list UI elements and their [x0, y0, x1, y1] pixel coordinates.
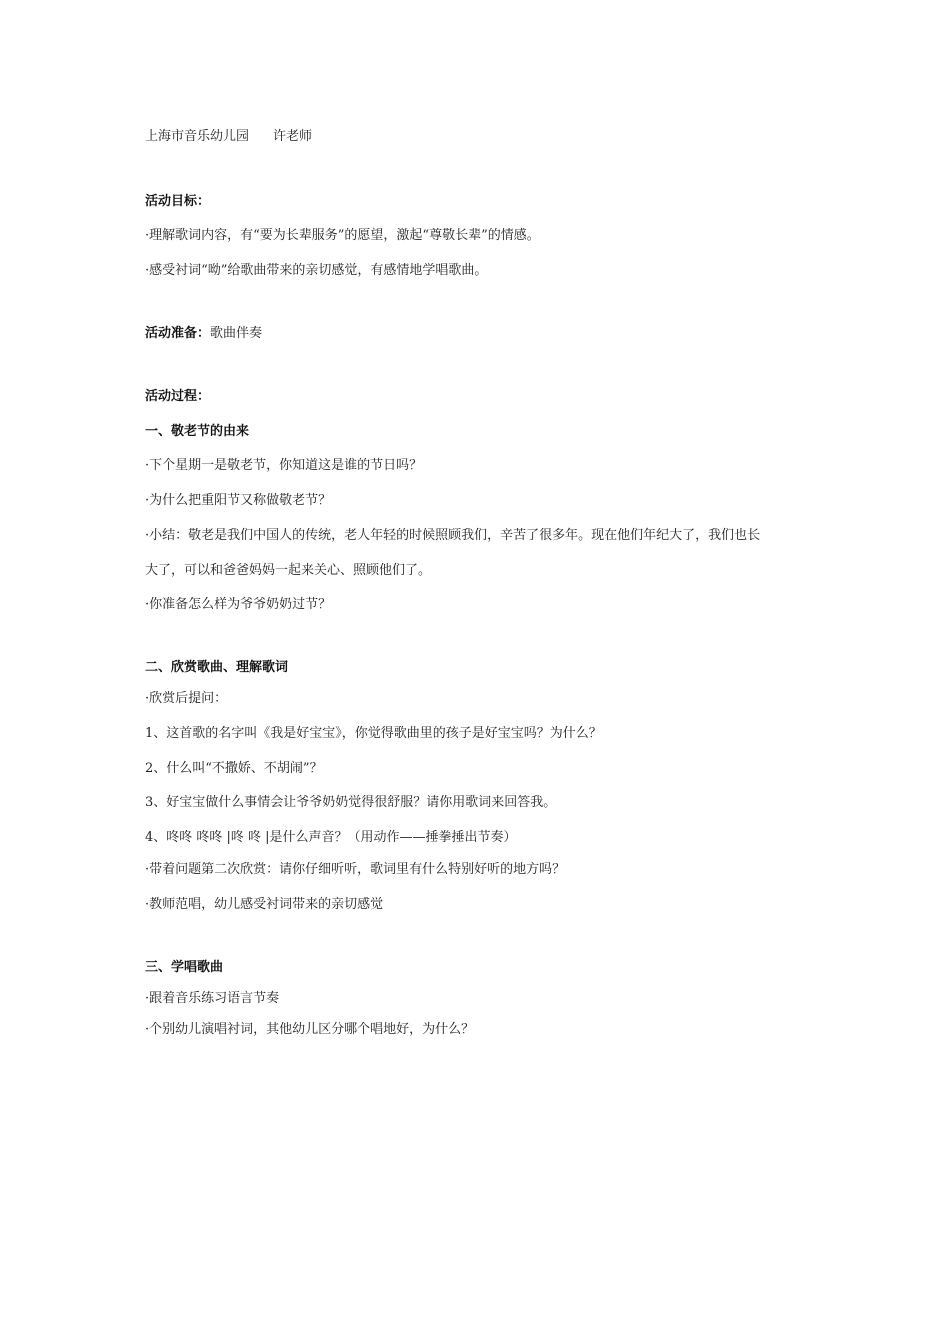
prep-line	[145, 325, 262, 343]
teacher-name: 许老师	[273, 129, 313, 144]
section-title: 三、学唱歌曲	[145, 960, 224, 975]
list-item: ·你准备怎么样为爷爷奶奶过节？	[145, 597, 332, 612]
school-name: 上海市音乐幼儿园	[145, 129, 250, 144]
section-title: 二、欣赏歌曲、理解歌词	[145, 660, 289, 675]
list-item: 3、好宝宝做什么事情会让爷爷奶奶觉得很舒服？请你用歌词来回答我。	[145, 795, 557, 810]
goal-item: ·感受衬词“呦”给歌曲带来的亲切感觉，有感情地学唱歌曲。	[145, 263, 488, 278]
list-item: ·为什么把重阳节又称做敬老节？	[145, 493, 332, 508]
list-item: 4、咚咚 咚咚 |咚 咚 |是什么声音？（用动作——捶拳捶出节奏）	[145, 830, 517, 845]
list-item: ·个别幼儿演唱衬词，其他幼儿区分哪个唱地好，为什么？	[145, 1022, 475, 1037]
list-item: ·下个星期一是敬老节，你知道这是谁的节日吗？	[145, 458, 423, 473]
list-item: 1、这首歌的名字叫《我是好宝宝》，你觉得歌曲里的孩子是好宝宝吗？为什么？	[145, 726, 602, 741]
goals-heading: 活动目标：	[145, 194, 211, 209]
author-line	[145, 128, 312, 146]
list-item: ·教师范唱，幼儿感受衬词带来的亲切感觉	[145, 897, 384, 912]
prep-heading: 活动准备：	[145, 326, 211, 341]
process-heading: 活动过程：	[145, 389, 211, 404]
list-item: ·小结：敬老是我们中国人的传统，老人年轻的时候照顾我们，辛苦了很多年。现在他们年纪大了，我们也长	[145, 528, 761, 543]
prep-text: 歌曲伴奏	[210, 326, 263, 341]
goal-item: ·理解歌词内容，有“要为长辈服务”的愿望，激起“尊敬长辈”的情感。	[145, 228, 540, 243]
list-item: ·欣赏后提问：	[145, 691, 228, 706]
list-item: 大了，可以和爸爸妈妈一起来关心、照顾他们了。	[145, 563, 432, 578]
list-item: 2、什么叫“不撒娇、不胡闹”？	[145, 761, 323, 776]
list-item: ·跟着音乐练习语言节奏	[145, 991, 280, 1006]
section-title: 一、敬老节的由来	[145, 424, 250, 439]
list-item: ·带着问题第二次欣赏：请你仔细听听，歌词里有什么特别好听的地方吗？	[145, 862, 566, 877]
